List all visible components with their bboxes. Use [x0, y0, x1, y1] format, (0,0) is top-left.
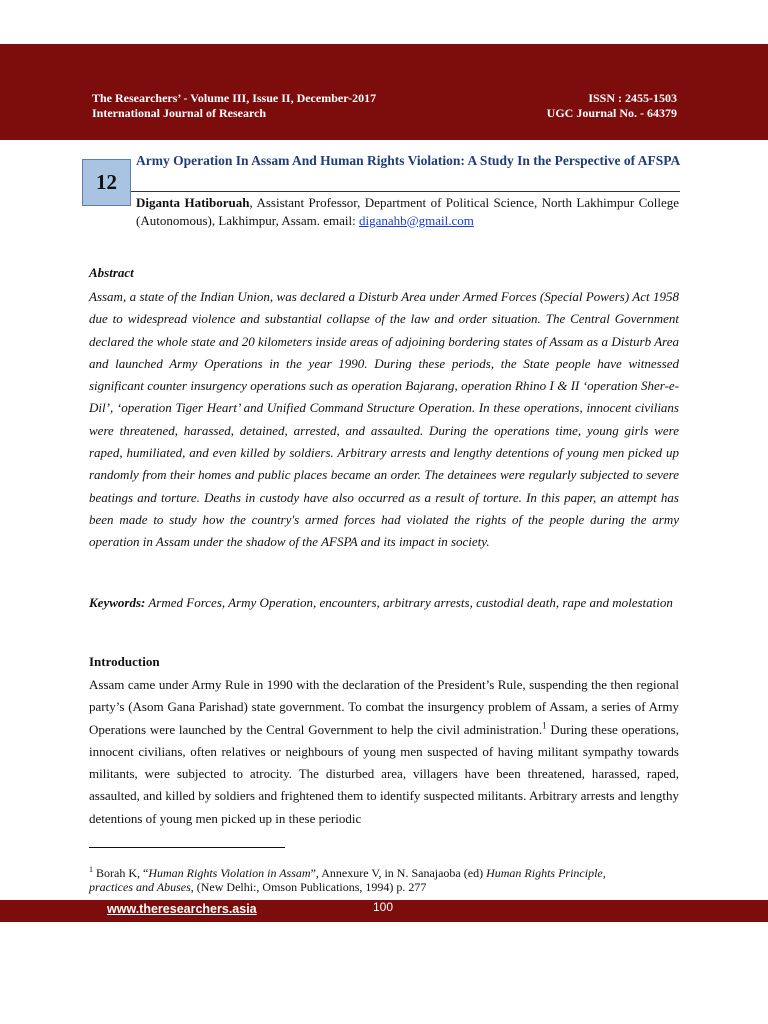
abstract-heading: Abstract [89, 265, 134, 280]
author-affiliation: , Assistant Professor, Department of Political Science, North Lakhimpur College (Autonomous), Lakhimpur, Assam. email: [136, 195, 679, 228]
footnote-text: ”, Annexure V, in N. Sanajaoba (ed) [310, 866, 487, 880]
author-name: Diganta Hatiboruah [136, 195, 250, 210]
footnote-divider [89, 847, 285, 848]
title-divider [131, 191, 680, 192]
journal-name: International Journal of Research [92, 105, 267, 120]
footnote [89, 863, 649, 894]
footnote-marker: 1 [89, 865, 93, 874]
footnote-ref[interactable]: 1 [542, 720, 547, 731]
journal-ids [547, 91, 677, 120]
website-link[interactable]: www.theresearchers.asia [107, 902, 257, 916]
keywords-text: Armed Forces, Army Operation, encounters, arbitrary arrests, custodial death, rape and molestation [145, 595, 673, 610]
keywords [89, 592, 679, 614]
abstract-text: Assam, a state of the Indian Union, was declared a Disturb Area under Armed Forces (Special Powers) Act 1958 due to widespread violence and substantial collapse of the law and order situation. The Central Government declared the whole state and 20 kilometers inside areas of adjoining bordering states of Assam as a Disturb Area and launched Army Operations in the year 1990. During these periods, the State people have witnessed significant counter insurgency operations such as operation Bajarang, operation Rhino I & II ‘operation Sher-e- Dil’, ‘operation Tiger Heart’ and Unified Command Structure Operation. In these operations, innocent civilians were threatened, harassed, detained, arrested, and assaulted. During the operations time, young girls were raped, humiliated, and even killed by soldiers. Arbitrary arrests and lengthy detentions of young men picked up randomly from their homes and public places became an order. The detainees were regularly subjected to severe beatings and torture. Deaths in custody have also occurred as a result of torture. In this paper, an attempt has been made to study how the country's armed forces had violated the rights of the people during the army operation in Assam under the shadow of the AFSPA and its impact in society. [89, 289, 679, 550]
footnote-book-title: Human Rights Principle, practices and Abuses [89, 866, 606, 894]
journal-volume-line: The Researchers’ - Volume III, Issue II, December-2017 [92, 91, 377, 105]
keywords-label: Keywords: [89, 595, 146, 610]
article-number-box [82, 159, 131, 206]
footer-band [0, 900, 768, 922]
introduction-heading: Introduction [89, 654, 160, 669]
intro-text-part1: Assam came under Army Rule in 1990 with the declaration of the President’s Rule, suspending the then regional party’s (Asom Gana Parishad) state government. To combat the insurgency problem of Assam, a series of Army Operations were launched by the Central Government to help the civil administration. [89, 677, 679, 737]
header-band [0, 44, 768, 140]
page-number: 100 [373, 900, 394, 914]
intro-text-part2: During these operations, innocent civilians, often relatives or neighbours of young men suspected of having militant sympathy towards militants, were subjected to atrocity. The disturbed area, villagers have been threatened, harassed, raped, assaulted, and killed by soldiers and frightened them to identify suspected militants. Arbitrary arrests and lengthy detentions of young men picked up in these periodic [89, 721, 679, 826]
author-email-link[interactable]: diganahb@gmail.com [358, 212, 474, 228]
article-number: 12 [96, 170, 117, 194]
article-title: Army Operation In Assam And Human Rights Violation: A Study In the Perspective of AFSPA [136, 153, 681, 168]
journal-info [92, 91, 376, 120]
issn: ISSN : 2455-1503 [588, 91, 677, 105]
author-line [136, 194, 679, 229]
footnote-title: Human Rights Violation in Assam [148, 866, 311, 880]
ugc-journal-number: UGC Journal No. - 64379 [546, 105, 677, 120]
footnote-text: Borah K, “ [93, 866, 149, 880]
footnote-text: , (New Delhi:, Omson Publications, 1994) p. 277 [190, 880, 427, 894]
introduction-text [89, 674, 679, 830]
